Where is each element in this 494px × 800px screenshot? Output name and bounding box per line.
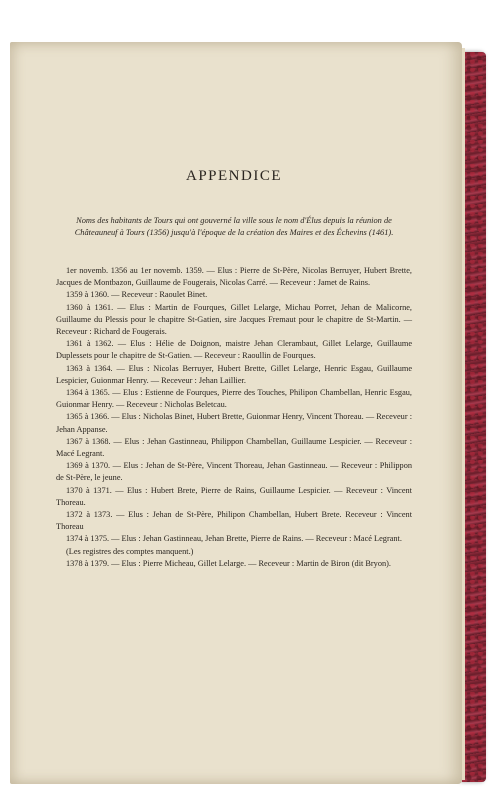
entry-paragraph: 1369 à 1370. — Elus : Jehan de St-Père, Vincent Thoreau, Jehan Gastinneau. — Receveur : Philippon de St-Père, le jeune. [56,461,412,483]
entry-paragraph: 1374 à 1375. — Elus : Jehan Gastinneau, Jehan Brette, Pierre de Rains. — Receveur : Macé Legrant. [66,534,402,544]
entry-paragraph: 1361 à 1362. — Elus : Hélie de Doignon, maistre Jehan Clerambaut, Gillet Lelarge, Guillaume Duplessets pour le chapitre de St-Gatien. — Receveur : Raoullin de Fourques. [56,339,412,361]
entry-paragraph: 1360 à 1361. — Elus : Martin de Fourques, Gillet Lelarge, Michau Porret, Jehan de Malicorne, Guillaume du Plessis pour le chapitre St-Gatien, sire Jacques Fremaut pour le chapitre de St-Martin. — Receveur : Richard de Fougerais. [56,302,412,337]
entries-list [56,265,412,570]
entry-paragraph: 1367 à 1368. — Elus : Jehan Gastinneau, Philippon Chambellan, Guillaume Lespicier. — Receveur : Macé Legrant. [56,436,412,459]
page-title: APPENDICE [185,168,282,184]
entry-paragraph: 1359 à 1360. — Receveur : Raoulet Binet. [66,290,208,300]
entry-paragraph: 1365 à 1366. — Elus : Nicholas Binet, Hubert Brette, Guionmar Henry, Vincent Thoreau. — Receveur : Jehan Appanse. [56,412,412,434]
entry-paragraph: 1370 à 1371. — Elus : Hubert Brete, Pierre de Rains, Guillaume Lespicier. — Receveur : Vincent Thoreau. [56,485,412,507]
entry-paragraph: (Les registres des comptes manquent.) [66,546,194,556]
book-cover-edge [462,52,486,782]
entry-paragraph: 1364 à 1365. — Elus : Estienne de Fourques, Pierre des Touches, Philipon Chambellan, Henric Esgau, Guionmar Henry. — Receveur : Nicholas Beletcau. [56,388,412,410]
page-subtitle: Noms des habitants de Tours qui ont gouverné la ville sous le nom d'Élus depuis la réunion de Châteauneuf à Tours (1356) jusqu'à l'époque de la création des Maires et des Échevins (1461). [74,216,394,237]
entry-paragraph: 1378 à 1379. — Elus : Pierre Micheau, Gillet Lelarge. — Receveur : Martin de Biron (dit Bryon). [66,558,391,568]
entry-paragraph: 1372 à 1373. — Elus : Jehan de St-Père, Philipon Chambellan, Hubert Brete. Receveur : Vincent Thoreau [56,510,412,532]
page-content [56,160,412,570]
entry-paragraph: 1er novemb. 1356 au 1er novemb. 1359. — Elus : Pierre de St-Père, Nicolas Berruyer, Hubert Brette, Jacques de Montbazon, Guillaume de Fougerais, Nicolas Carré. — Receveur : Jamet de Rains. [56,266,412,288]
entry-paragraph: 1363 à 1364. — Elus : Nicolas Berruyer, Hubert Brette, Gillet Lelarge, Henric Esgau, Guillaume Lespicier, Guionmar Henry. — Receveur : Jehan Laillier. [56,363,412,385]
